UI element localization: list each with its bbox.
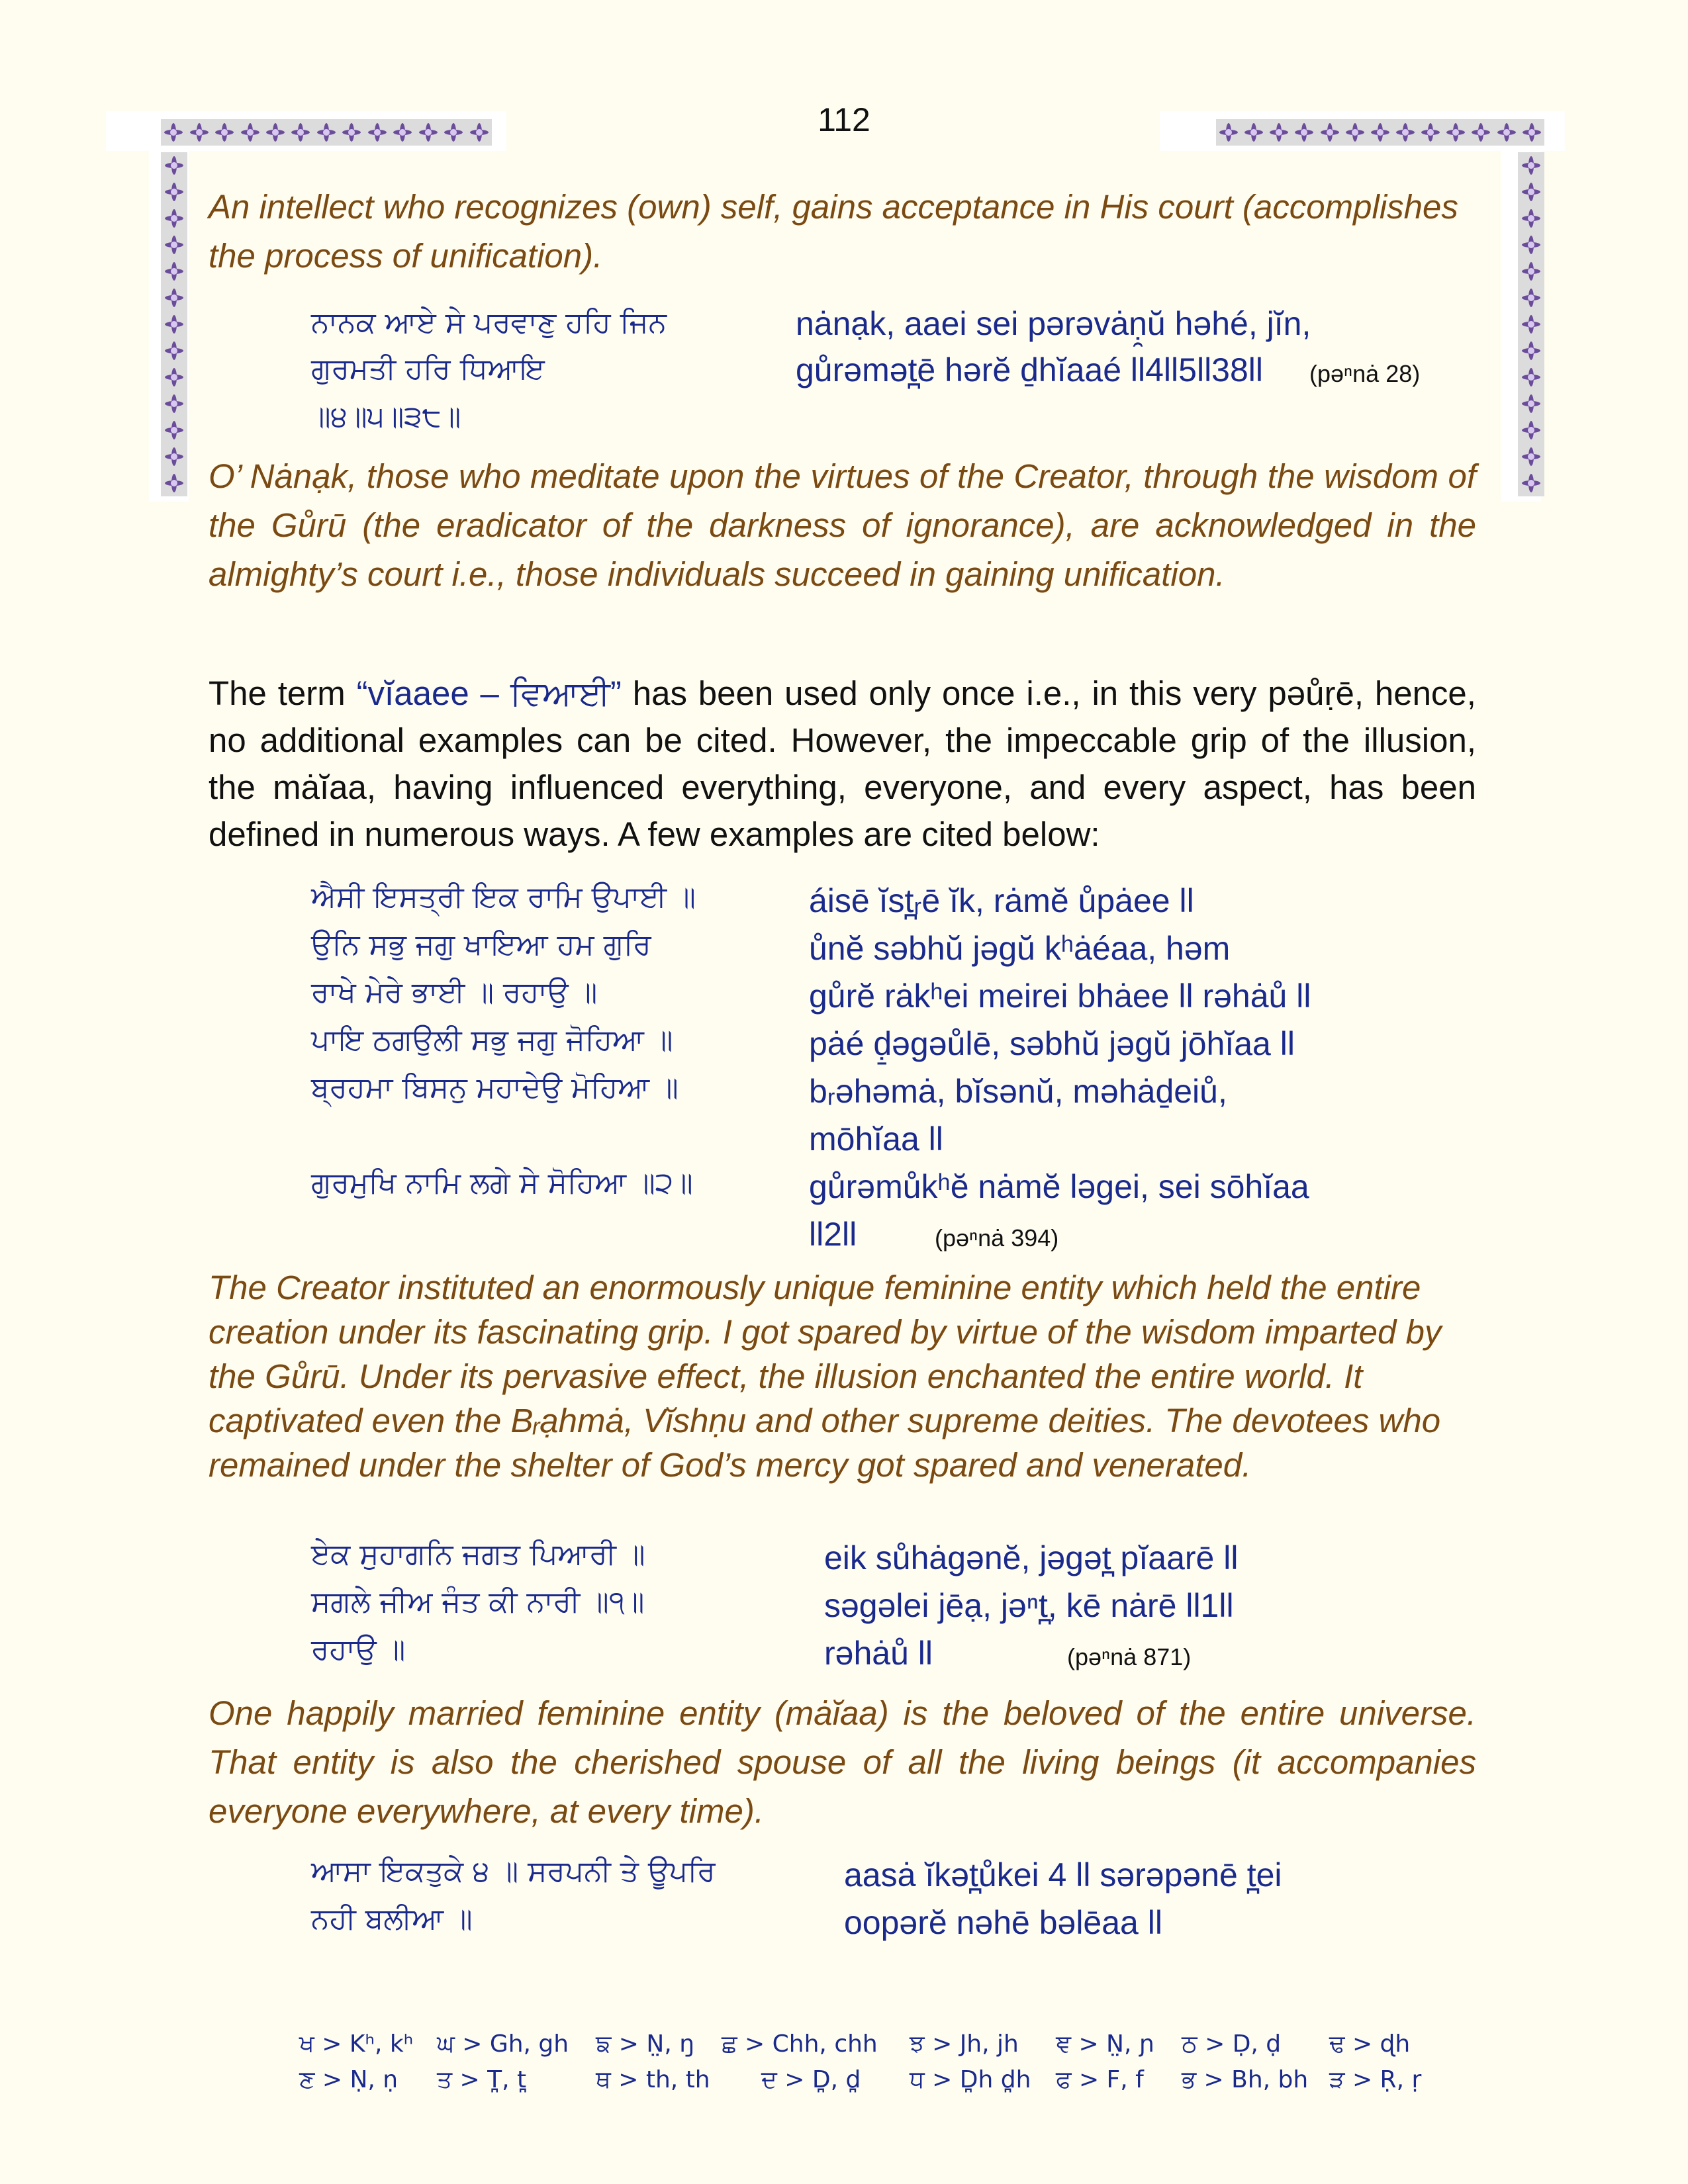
block2-page-reference: (pəⁿnȧ 394): [935, 1224, 1059, 1251]
legend-item: ਭ > Bh, bh: [1182, 2066, 1309, 2093]
block2-translit-line: bᵣəhəmȧ, bĭsənŭ, məhȧḏeiů,: [809, 1073, 1227, 1110]
flower-ornament-icon: [1522, 341, 1540, 360]
flower-ornament-icon: [1446, 123, 1465, 142]
block4-translit-line: aasȧ ĭkət̪ůkei 4 ll sərəpənē t̪ei: [844, 1856, 1282, 1893]
flower-ornament-icon: [1522, 289, 1540, 307]
flower-ornament-icon: [368, 123, 387, 142]
block3-translit-line: eik sůhȧgənĕ, jəgət̪ pĭaarē ll: [824, 1539, 1239, 1576]
block3-translit-line: səgəlei jēạ, jəⁿt̪, kē nȧrē ll1ll: [824, 1587, 1234, 1624]
block2-translit-line: gůrĕ rȧkʰei meirei bhȧee ll rəhȧů ll: [809, 978, 1311, 1015]
paragraph-term: “vĭaaee – ਵਿਆਈ”: [356, 674, 622, 712]
block2-gurmukhi-line: ਬ੍ਰਹਮਾ ਬਿਸਨੁ ਮਹਾਦੇਉ ਮੋਹਿਆ ॥: [311, 1071, 679, 1105]
block1-gurmukhi-line: ਨਾਨਕ ਆਏ ਸੇ ਪਰਵਾਣੁ ਹਹਿ ਜਿਨ: [311, 306, 667, 340]
flower-ornament-icon: [1346, 123, 1364, 142]
block1-gurmukhi-line: ॥੪॥੫॥੩੮॥: [311, 400, 461, 433]
block3-gurmukhi-line: ਸਗਲੇ ਜੀਅ ਜੰਤ ਕੀ ਨਾਰੀ ॥੧॥: [311, 1585, 645, 1619]
legend-item: ਧ > D̪h d̪h: [910, 2066, 1031, 2093]
flower-ornament-icon: [1371, 123, 1389, 142]
block1-translit-line: nȧnạk, aaei sei pərəvȧṇ̯ŭ həhé, jĭn,: [796, 305, 1311, 342]
flower-ornament-icon: [190, 123, 209, 142]
flower-ornament-icon: [241, 123, 259, 142]
flower-ornament-icon: [1321, 123, 1339, 142]
flower-ornament-icon: [342, 123, 361, 142]
flower-ornament-icon: [1244, 123, 1263, 142]
ornament-border-right: [1518, 152, 1544, 496]
block1-page-reference: (pəⁿnȧ 28): [1309, 360, 1421, 387]
paragraph-before: The term: [209, 674, 357, 712]
flower-ornament-icon: [1522, 394, 1540, 413]
flower-ornament-icon: [1522, 474, 1540, 492]
legend-item: ਞ > N̤, ɲ: [1056, 2030, 1155, 2058]
ornament-border-top-right: [1216, 119, 1544, 146]
flower-ornament-icon: [1421, 123, 1440, 142]
flower-ornament-icon: [165, 209, 183, 228]
block2-gurmukhi-line: ਐਸੀ ਇਸਤ੍ਰੀ ਇਕ ਰਾਮਿ ਉਪਾਈ ॥: [311, 880, 696, 914]
block2-gurmukhi-line: ਗੁਰਮੁਖਿ ਨਾਮਿ ਲਗੇ ਸੇ ਸੋਹਿਆ ॥੨॥: [311, 1166, 693, 1200]
block3-page-reference: (pəⁿnȧ 871): [1067, 1643, 1192, 1670]
flower-ornament-icon: [165, 183, 183, 201]
flower-ornament-icon: [317, 123, 336, 142]
block2-translit-line: ůnĕ səbhŭ jəgŭ kʰȧéaa, həm: [809, 930, 1231, 967]
flower-ornament-icon: [165, 236, 183, 254]
legend-item: ੜ > Ṛ, ṛ: [1329, 2066, 1422, 2093]
flower-ornament-icon: [266, 123, 285, 142]
block2-gurmukhi-line: ਉਨਿ ਸਭੁ ਜਗੁ ਖਾਇਆ ਹਮ ਗੁਰਿ: [311, 928, 651, 962]
flower-ornament-icon: [291, 123, 310, 142]
block2-translit-line: mōhĭaa ll: [809, 1120, 943, 1158]
block3-gurmukhi-line: ਰਹਾਉ ॥: [311, 1633, 406, 1666]
legend-item: ਤ > T̪, t̪: [437, 2066, 527, 2093]
legend-item: ਫ > F, f: [1056, 2066, 1144, 2093]
block2-translit-line: ll2ll: [809, 1216, 857, 1253]
flower-ornament-icon: [470, 123, 489, 142]
flower-ornament-icon: [1497, 123, 1516, 142]
flower-ornament-icon: [1522, 209, 1540, 228]
block4-translit-line: oopərĕ nəhē bəlēaa ll: [844, 1904, 1162, 1941]
ornament-border-top-left: [161, 119, 492, 146]
flower-ornament-icon: [1522, 447, 1540, 466]
flower-ornament-icon: [165, 394, 183, 413]
flower-ornament-icon: [1522, 156, 1540, 175]
legend-item: ਥ > th, th: [596, 2066, 710, 2093]
block1-gurmukhi-line: ਗੁਰਮਤੀ ਹਰਿ ਧਿਆਇ: [311, 352, 545, 386]
flower-ornament-icon: [1295, 123, 1313, 142]
block1-translation: An intellect who recognizes (own) self, gains acceptance in His court (accomplishes the process of unification).: [209, 188, 1458, 275]
flower-ornament-icon: [165, 156, 183, 175]
flower-ornament-icon: [1522, 262, 1540, 281]
block2-gurmukhi-line: ਪਾਇ ਠਗਉਲੀ ਸਭੁ ਜਗੁ ਜੋਹਿਆ ॥: [311, 1023, 673, 1057]
block2-translit-line: áisē ĭst̪ᵣē ĭk, rȧmĕ ůpȧee ll: [809, 882, 1194, 919]
flower-ornament-icon: [1522, 368, 1540, 387]
body-paragraph: [209, 670, 1476, 858]
block2-translit-line: pȧé ḍ̱əgəůlē, səbhŭ jəgŭ jōhĭaa ll: [809, 1025, 1295, 1062]
flower-ornament-icon: [1522, 315, 1540, 334]
block4-gurmukhi-line: ਨਹੀ ਬਲੀਆ ॥: [311, 1902, 473, 1936]
flower-ornament-icon: [164, 123, 183, 142]
flower-ornament-icon: [165, 474, 183, 492]
flower-ornament-icon: [165, 289, 183, 307]
block3-gurmukhi-line: ਏਕ ਸੁਹਾਗਨਿ ਜਗਤ ਪਿਆਰੀ ॥: [311, 1537, 645, 1571]
flower-ornament-icon: [1270, 123, 1288, 142]
flower-ornament-icon: [165, 341, 183, 360]
legend-item: ਣ > Ṇ, ṇ: [299, 2066, 399, 2093]
flower-ornament-icon: [165, 447, 183, 466]
flower-ornament-icon: [1522, 421, 1540, 439]
legend-item: ਝ > Jh, jh: [910, 2030, 1019, 2058]
flower-ornament-icon: [165, 262, 183, 281]
flower-ornament-icon: [1219, 123, 1238, 142]
flower-ornament-icon: [1522, 183, 1540, 201]
flower-ornament-icon: [1523, 123, 1541, 142]
flower-ornament-icon: [1396, 123, 1415, 142]
legend-item: ਢ > ɖh: [1329, 2030, 1411, 2058]
legend-item: ਙ > N̤, ŋ: [596, 2030, 695, 2058]
flower-ornament-icon: [419, 123, 438, 142]
legend-item: ਖ > Kʰ, kʰ: [299, 2030, 414, 2058]
flower-ornament-icon: [393, 123, 412, 142]
legend-item: ਛ > Chh, chh: [722, 2030, 878, 2058]
block4-gurmukhi-line: ਆਸਾ ਇਕਤੁਕੇ ੪ ॥ ਸਰਪਨੀ ਤੇ ਊਪਰਿ: [311, 1854, 716, 1888]
block2-translit-line: gůrəmůkʰĕ nȧmĕ ləgei, sei sōhĭaa: [809, 1168, 1309, 1205]
block2-meaning: The Creator instituted an enormously unique feminine entity which held the entire creation under its fascinating grip. I got spared by virtue of the wisdom imparted by the Gůrū. Under its pervasive effect, the illusion enchanted the entire world. It captivated even the Bᵣạhmȧ, Vĭshṇu and other supreme deities. The devotees who remained under the shelter of God’s mercy got spared and venerated.: [209, 1269, 1442, 1484]
flower-ornament-icon: [1472, 123, 1490, 142]
block1-translit-line: gůrəmət̪ē hərĕ ḏhĭaaé ll4ll5ll38ll: [796, 351, 1264, 388]
legend-item: ਠ > Ḍ, ḍ: [1182, 2030, 1282, 2058]
legend-item: ਘ > Gh, gh: [437, 2030, 569, 2058]
ornament-border-left: [161, 152, 187, 496]
page-number: 112: [818, 101, 870, 138]
flower-ornament-icon: [165, 368, 183, 387]
block1-meaning: O’ Nȧnạk, those who meditate upon the virtues of the Creator, through the wisdom of the Gůrū (the eradicator of the darkness of ignorance), are acknowledged in the almighty’s court i.e., those individuals succeed in gaining unification.: [209, 457, 1476, 593]
flower-ornament-icon: [165, 315, 183, 334]
flower-ornament-icon: [165, 421, 183, 439]
flower-ornament-icon: [1522, 236, 1540, 254]
block3-translit-line: rəhȧů ll: [824, 1635, 933, 1672]
block3-meaning: One happily married feminine entity (mȧĭaa) is the beloved of the entire universe. That entity is also the cherished spouse of all the living beings (it accompanies everyone everywhere, at every time).: [209, 1694, 1476, 1830]
flower-ornament-icon: [444, 123, 463, 142]
paragraph-after: has been used only once i.e., in this very pəůṛē, hence, no additional examples can be cited. However, the impeccable grip of the illusion, the mȧĭaa, having influenced everything, everyone, and every aspect, has been defined in numerous ways. A few examples are cited below:: [209, 674, 1476, 853]
flower-ornament-icon: [215, 123, 234, 142]
block2-gurmukhi-line: ਰਾਖੇ ਮੇਰੇ ਭਾਈ ॥ ਰਹਾਉ ॥: [311, 976, 598, 1009]
legend-item: ਦ > D̪, d̪: [761, 2066, 861, 2093]
